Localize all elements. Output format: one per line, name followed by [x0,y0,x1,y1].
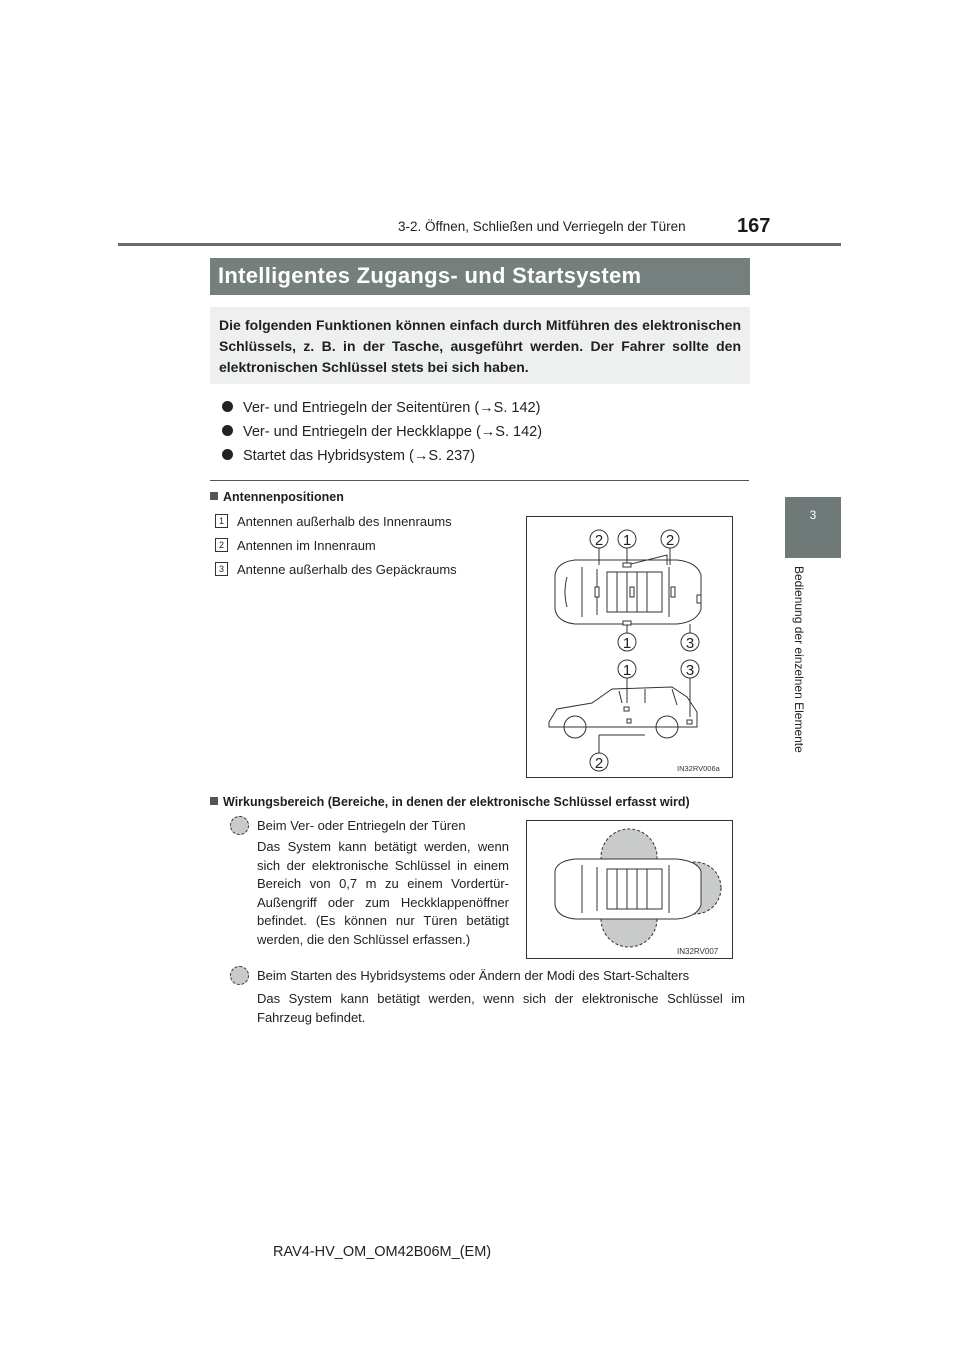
function-item: Startet das Hybridsystem (→S. 237) [222,448,475,464]
bullet-icon [222,425,233,436]
bullet-icon [222,401,233,412]
intro-text: Die folgenden Funktionen können einfach durch Mitführen des elektronischen Schlüssels, z. B. in der Tasche, ausgeführt werden. Der Fahrer sollte den elektronischen Schlüssel stets bei sich haben. [219,317,741,375]
antenna-label-2: Antennen im Innenraum [237,538,376,553]
page-number: 167 [737,215,771,237]
antenna-diagram [527,517,732,777]
callout-1: 1 [622,532,632,549]
callout-2: 2 [594,532,604,549]
antenna-number-3: 3 [215,562,228,576]
section-header: 3-2. Öffnen, Schließen und Verriegeln der Türen [398,219,686,234]
range-figure [526,820,733,959]
chapter-tab [785,497,841,558]
document-id: RAV4-HV_OM_OM42B06M_(EM) [273,1244,492,1260]
start-range-icon [230,966,249,985]
callout-2: 2 [594,755,604,772]
range-heading: Wirkungsbereich (Bereiche, in denen der elektronische Schlüssel erfasst wird) [210,795,690,809]
car-side-view [549,687,697,738]
figure-code: IN32RV007 [677,947,719,956]
antenna-heading: Antennenpositionen [210,490,344,504]
function-item: Ver- und Entriegeln der Heckklappe (→S. 142) [222,424,542,440]
square-bullet-icon [210,797,218,805]
start-range-description: Das System kann betätigt werden, wenn sich der elektronische Schlüssel im Fahrzeug befindet. [257,991,745,1025]
antenna-figure [526,516,733,778]
callout-2: 2 [665,532,675,549]
antenna-label-3: Antenne außerhalb des Gepäckraums [237,562,457,577]
chapter-tab-label: Bedienung der einzelnen Elemente [792,566,806,753]
door-range-icon [230,816,249,835]
figure-code: IN32RV006a [677,764,720,773]
antenna-number-2: 2 [215,538,228,552]
section-divider [210,480,749,481]
function-item: Ver- und Entriegeln der Seitentüren (→S. 142) [222,400,540,416]
callout-3: 3 [685,662,695,679]
square-bullet-icon [210,492,218,500]
door-range-title: Beim Ver- oder Entriegeln der Türen [257,818,466,833]
header-rule [118,243,841,246]
callout-1: 1 [622,662,632,679]
start-range-title: Beim Starten des Hybridsystems oder Ändern der Modi des Start-Schalters [257,968,690,983]
callout-1: 1 [622,635,632,652]
chapter-tab-number: 3 [809,508,817,522]
page-title: Intelligentes Zugangs- und Startsystem [218,263,642,288]
callout-3: 3 [685,635,695,652]
door-range-description: Das System kann betätigt werden, wenn sich der elektronische Schlüssel in einem Bereich von 0,7 m zu einem Vordertür-Außengriff oder zum Heckklappenöffner befindet. (Es können nur Türen betätigt werden, die den Schlüssel erfassen.) [257,839,509,947]
antenna-label-1: Antennen außerhalb des Innenraums [237,514,452,529]
antenna-number-1: 1 [215,514,228,528]
bullet-icon [222,449,233,460]
car-top-view [555,560,701,624]
range-diagram [527,821,732,958]
